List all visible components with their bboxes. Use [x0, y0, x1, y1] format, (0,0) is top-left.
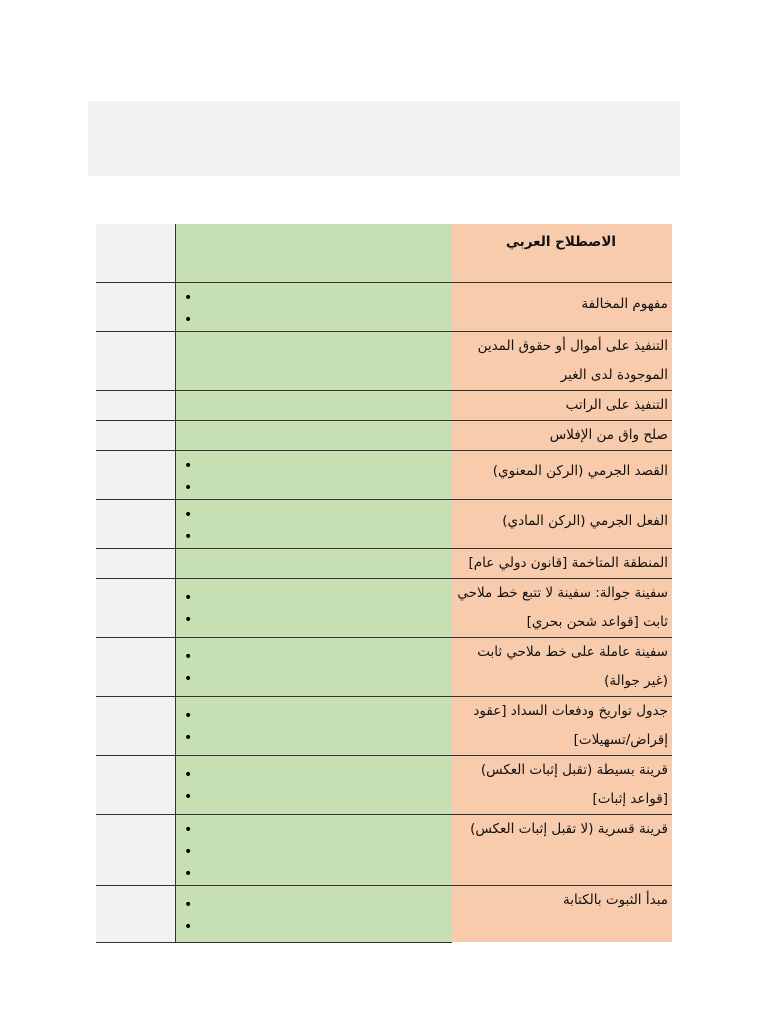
blank-cell: [96, 282, 176, 331]
table-header-row: [96, 224, 672, 282]
table-row: [96, 755, 672, 814]
term-cell: [452, 282, 672, 331]
blank-cell: [96, 696, 176, 755]
bullet-item: [184, 668, 452, 690]
header-band: [88, 101, 680, 176]
term-label: مبدأ الثبوت بالكتابة: [562, 891, 668, 908]
blank-cell: [96, 885, 176, 942]
bullet-item: [184, 786, 452, 808]
table-row: [96, 282, 672, 331]
term-cell: [452, 548, 672, 578]
translation-cell[interactable]: [176, 499, 453, 548]
table-row: [96, 420, 672, 450]
blank-cell: [96, 450, 176, 499]
term-cell: [452, 390, 672, 420]
term-label: مفهوم المخالفة: [581, 295, 668, 312]
blank-cell: [96, 224, 176, 282]
translation-cell[interactable]: [176, 420, 453, 450]
term-cell: [452, 499, 672, 548]
blank-cell: [96, 499, 176, 548]
translation-cell[interactable]: [176, 885, 453, 942]
term-label: جدول تواريخ ودفعات السداد [عقود إقراض/تسهيلات]: [473, 702, 668, 748]
term-cell: [452, 578, 672, 637]
blank-cell: [96, 548, 176, 578]
translation-cell[interactable]: [176, 578, 453, 637]
bullet-item: [184, 841, 452, 863]
term-cell: [452, 331, 672, 390]
term-label: القصد الجرمي (الركن المعنوي): [492, 462, 668, 479]
bullet-item: [184, 819, 452, 841]
table-row: [96, 390, 672, 420]
bullet-item: [184, 705, 452, 727]
terms-table: [96, 224, 672, 943]
term-label: الفعل الجرمي (الركن المادي): [502, 512, 668, 529]
term-cell: [452, 814, 672, 885]
term-label: التنفيذ على الراتب: [565, 396, 668, 413]
bullet-item: [184, 894, 452, 916]
term-cell: [452, 696, 672, 755]
table-row: [96, 331, 672, 390]
term-cell: [452, 420, 672, 450]
header-label: الاصطلاح العربي: [506, 234, 616, 250]
table-row: [96, 696, 672, 755]
term-cell: [452, 450, 672, 499]
translation-cell[interactable]: [176, 548, 453, 578]
translation-cell[interactable]: [176, 331, 453, 390]
translation-cell[interactable]: [176, 814, 453, 885]
translation-cell[interactable]: [176, 224, 453, 282]
term-label: سفينة جوالة: سفينة لا تتبع خط ملاحي ثابت [قواعد شحن بحري]: [457, 584, 668, 630]
term-cell: [452, 637, 672, 696]
bullet-item: [184, 764, 452, 786]
blank-cell: [96, 578, 176, 637]
bullet-item: [184, 526, 452, 548]
table-row: [96, 814, 672, 885]
translation-cell[interactable]: [176, 637, 453, 696]
translation-cell[interactable]: [176, 390, 453, 420]
blank-cell: [96, 331, 176, 390]
table-row: [96, 637, 672, 696]
table-row: [96, 548, 672, 578]
translation-cell[interactable]: [176, 696, 453, 755]
blank-cell: [96, 637, 176, 696]
bullet-item: [184, 609, 452, 631]
term-cell: [452, 885, 672, 942]
header-cell: [452, 224, 672, 282]
bullet-item: [184, 727, 452, 749]
translation-cell[interactable]: [176, 755, 453, 814]
translation-cell[interactable]: [176, 282, 453, 331]
bullet-item: [184, 477, 452, 499]
blank-cell: [96, 814, 176, 885]
bullet-item: [184, 287, 452, 309]
term-label: صلح واق من الإفلاس: [549, 426, 668, 443]
term-label: المنطقة المتاخمة [قانون دولي عام]: [468, 554, 668, 571]
table-row: [96, 450, 672, 499]
bullet-item: [184, 455, 452, 477]
term-label: قرينة قسرية (لا تقبل إثبات العكس): [470, 820, 668, 837]
bullet-item: [184, 309, 452, 331]
bullet-item: [184, 646, 452, 668]
term-label: قرينة بسيطة (تقبل إثبات العكس) [قواعد إثبات]: [480, 761, 668, 807]
term-label: سفينة عاملة على خط ملاحي ثابت (غير جوالة): [477, 643, 668, 689]
bullet-item: [184, 863, 452, 885]
blank-cell: [96, 420, 176, 450]
blank-cell: [96, 390, 176, 420]
bullet-item: [184, 916, 452, 938]
bullet-item: [184, 587, 452, 609]
bullet-item: [184, 504, 452, 526]
translation-cell[interactable]: [176, 450, 453, 499]
term-label: التنفيذ على أموال أو حقوق المدين الموجودة لدى الغير: [477, 337, 668, 383]
table-row: [96, 885, 672, 942]
blank-cell: [96, 755, 176, 814]
table-row: [96, 578, 672, 637]
term-cell: [452, 755, 672, 814]
table-row: [96, 499, 672, 548]
